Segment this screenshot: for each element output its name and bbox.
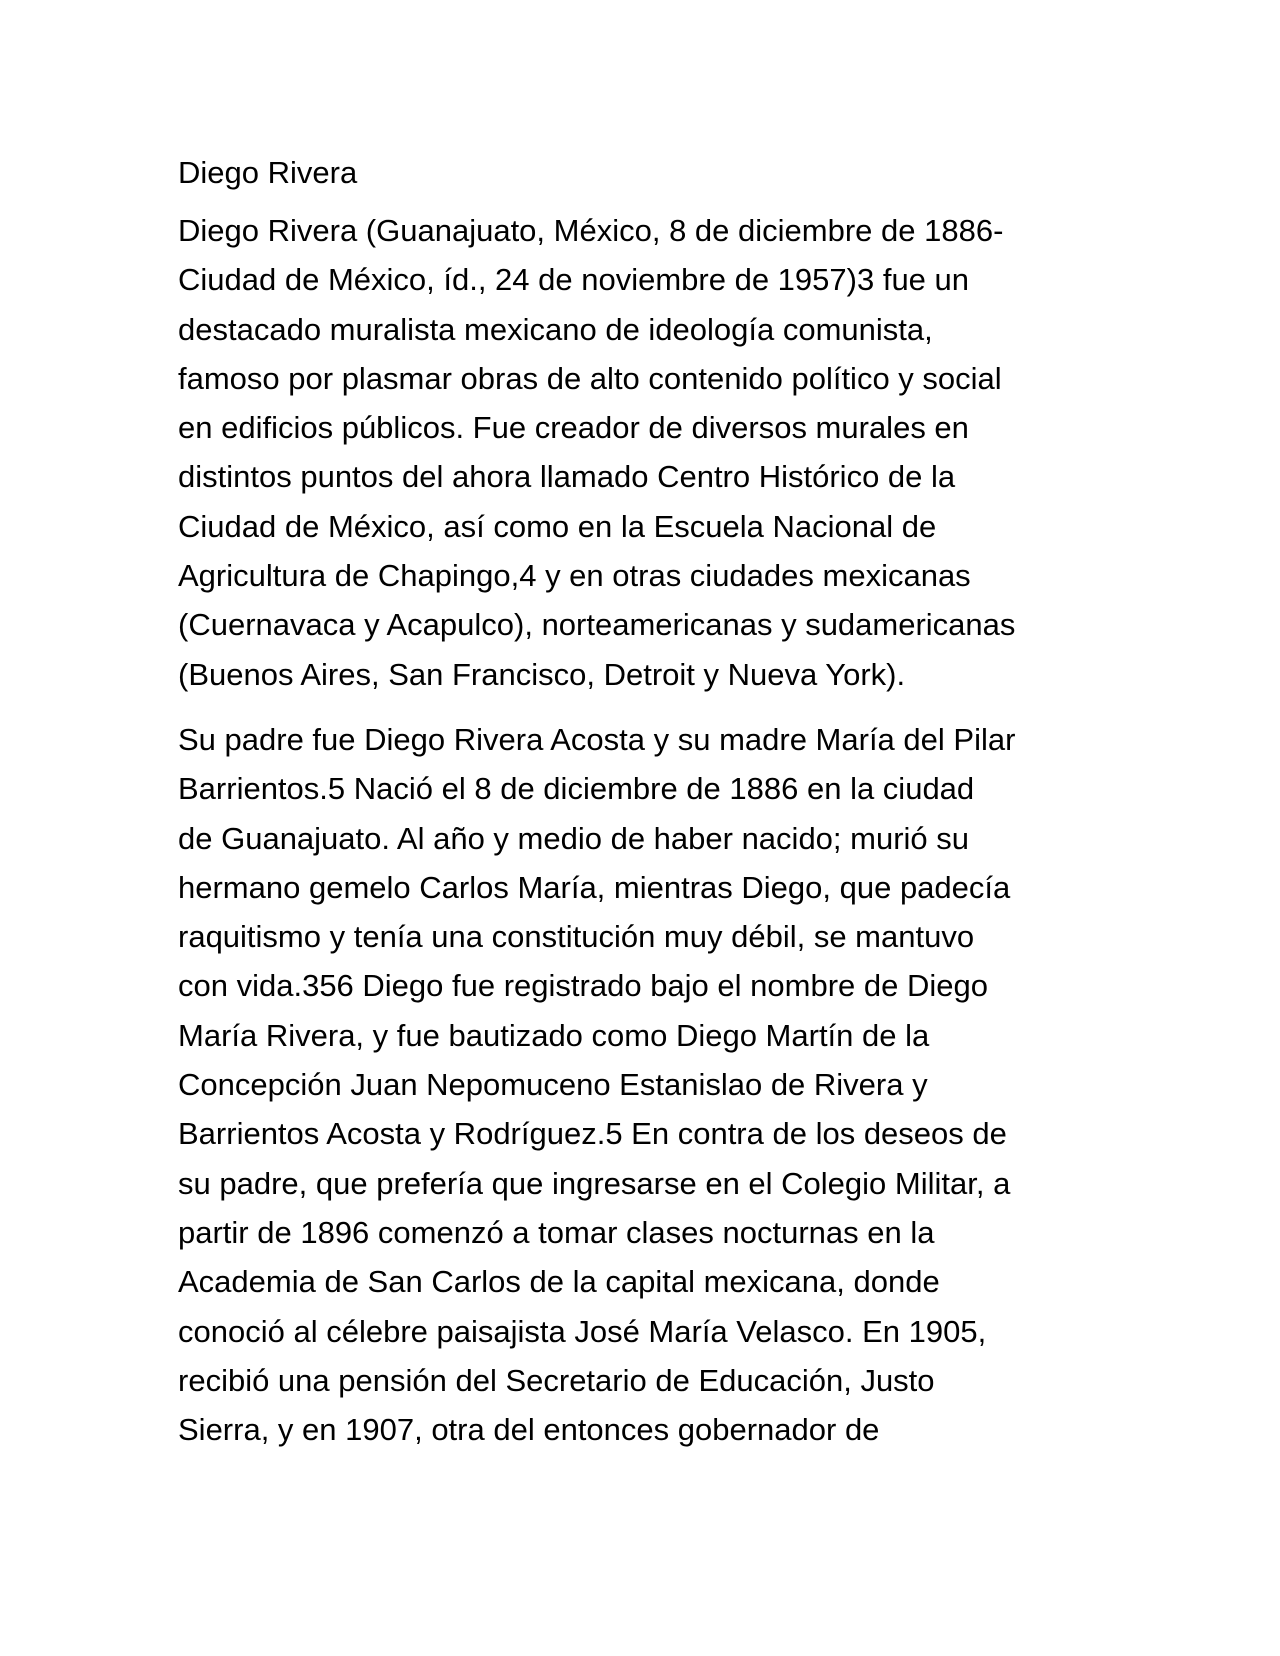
text-line: distintos puntos del ahora llamado Centro Histórico de la bbox=[178, 459, 956, 495]
text-line: Diego Rivera (Guanajuato, México, 8 de diciembre de 1886- bbox=[178, 213, 1004, 248]
text-line: conoció al célebre paisajista José María Velasco. En 1905, bbox=[178, 1313, 987, 1349]
text-line: Ciudad de México, íd., 24 de noviembre de 1957)3 fue un bbox=[178, 262, 970, 298]
text-line: Concepción Juan Nepomuceno Estanislao de Rivera y bbox=[178, 1067, 928, 1103]
text-line: destacado muralista mexicano de ideología comunista, bbox=[178, 311, 933, 347]
text-line: hermano gemelo Carlos María, mientras Diego, que padecía bbox=[178, 869, 1011, 905]
text-line: Academia de San Carlos de la capital mexicana, donde bbox=[178, 1264, 940, 1300]
text-line: Sierra, y en 1907, otra del entonces gobernador de bbox=[178, 1412, 880, 1448]
text-line: con vida.356 Diego fue registrado bajo el nombre de Diego bbox=[178, 968, 988, 1004]
text-line: Barrientos Acosta y Rodríguez.5 En contra de los deseos de bbox=[178, 1116, 1007, 1152]
text-line: su padre, que prefería que ingresarse en el Colegio Militar, a bbox=[178, 1165, 1011, 1201]
text-line: partir de 1896 comenzó a tomar clases nocturnas en la bbox=[178, 1214, 935, 1250]
document-body bbox=[178, 148, 1108, 1470]
text-line: famoso por plasmar obras de alto contenido político y social bbox=[178, 360, 1002, 396]
text-line: Barrientos.5 Nació el 8 de diciembre de 1886 en la ciudad bbox=[178, 771, 975, 807]
text-line: recibió una pensión del Secretario de Educación, Justo bbox=[178, 1362, 935, 1398]
text-line: de Guanajuato. Al año y medio de haber nacido; murió su bbox=[178, 820, 970, 856]
text-line: (Cuernavaca y Acapulco), norteamericanas y sudamericanas bbox=[178, 607, 1016, 643]
text-line: Agricultura de Chapingo,4 y en otras ciudades mexicanas bbox=[178, 558, 971, 594]
text-line: (Buenos Aires, San Francisco, Detroit y Nueva York). bbox=[178, 656, 906, 692]
paragraph-1 bbox=[178, 206, 1108, 699]
text-line: Su padre fue Diego Rivera Acosta y su madre María del Pilar bbox=[178, 721, 1016, 757]
text-line: raquitismo y tenía una constitución muy débil, se mantuvo bbox=[178, 919, 975, 955]
text-line: María Rivera, y fue bautizado como Diego Martín de la bbox=[178, 1017, 930, 1053]
paragraph-2 bbox=[178, 715, 1108, 1454]
text-line: en edificios públicos. Fue creador de diversos murales en bbox=[178, 410, 969, 446]
text-line: Ciudad de México, así como en la Escuela Nacional de bbox=[178, 508, 937, 544]
document-title: Diego Rivera bbox=[178, 155, 358, 190]
